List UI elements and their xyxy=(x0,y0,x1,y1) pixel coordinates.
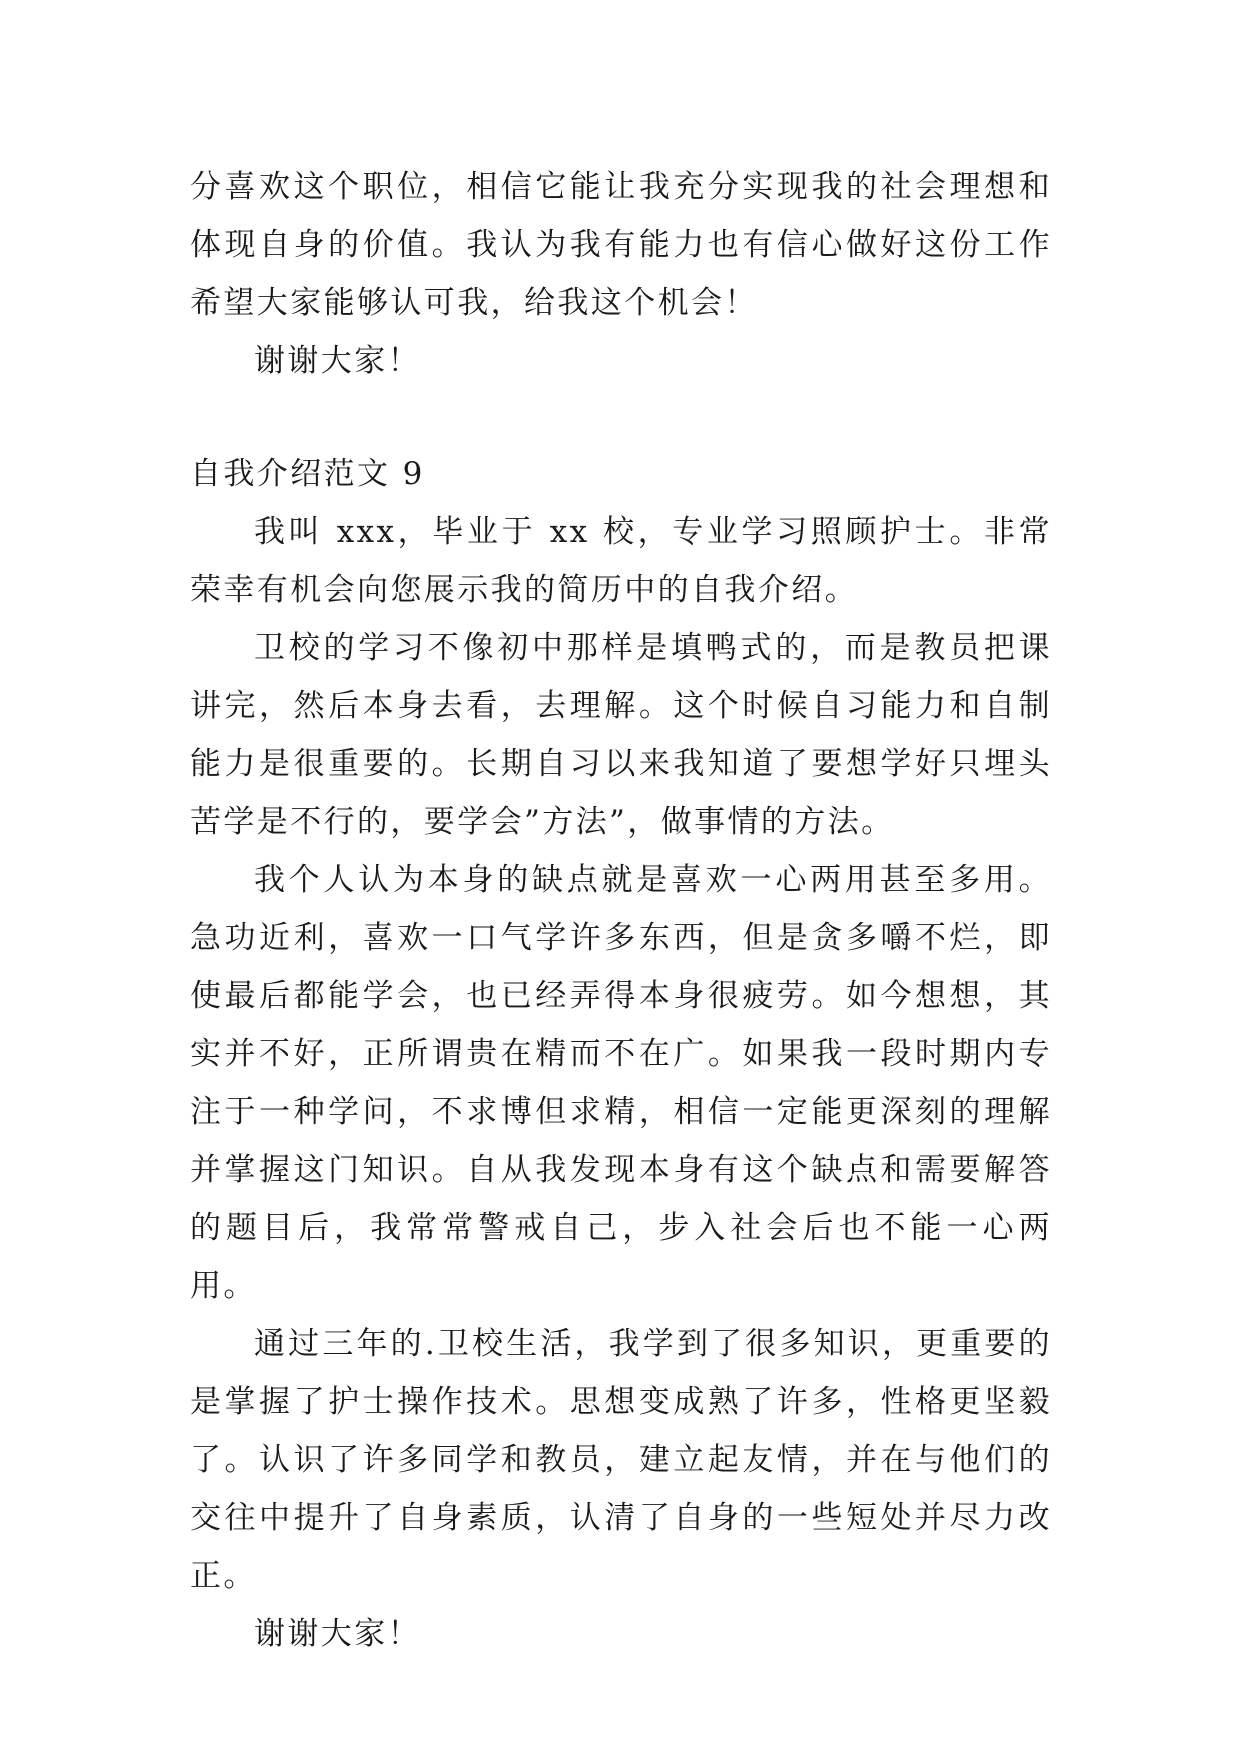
closing-thanks-2: 谢谢大家！ xyxy=(254,1616,421,1652)
continued-paragraph: 分喜欢这个职位，相信它能让我充分实现我的社会理想和体现自身的价值。我认为我有能力也有信心做好这份工作希望大家能够认可我，给我这个机会！ xyxy=(190,169,1052,321)
section-essay-9 xyxy=(190,445,1052,1663)
section-top xyxy=(190,158,1052,390)
paragraph-study: 卫校的学习不像初中那样是填鸭式的，而是教员把课讲完，然后本身去看，去理解。这个时候自习能力和自制能力是很重要的。长期自习以来我知道了要想学好只埋头苦学是不行的，要学会”方法”，做事情的方法。 xyxy=(190,630,1052,840)
paragraph-growth: 通过三年的.卫校生活，我学到了很多知识，更重要的是掌握了护士操作技术。思想变成熟了许多，性格更坚毅了。认识了许多同学和教员，建立起友情，并在与他们的交往中提升了自身素质，认清了自身的一些短处并尽力改正。 xyxy=(190,1326,1052,1594)
paragraph-weakness: 我个人认为本身的缺点就是喜欢一心两用甚至多用。急功近利，喜欢一口气学许多东西，但是贪多嚼不烂，即使最后都能学会，也已经弄得本身很疲劳。如今想想，其实并不好，正所谓贵在精而不在广。如果我一段时期内专注于一种学问，不求博但求精，相信一定能更深刻的理解并掌握这门知识。自从我发现本身有这个缺点和需要解答的题目后，我常常警戒自己，步入社会后也不能一心两用。 xyxy=(190,862,1052,1304)
closing-thanks-1: 谢谢大家！ xyxy=(254,343,421,379)
section-title: 自我介绍范文 9 xyxy=(190,456,425,492)
paragraph-intro: 我叫 xxx，毕业于 xx 校，专业学习照顾护士。非常荣幸有机会向您展示我的简历中的自我介绍。 xyxy=(190,514,1052,608)
